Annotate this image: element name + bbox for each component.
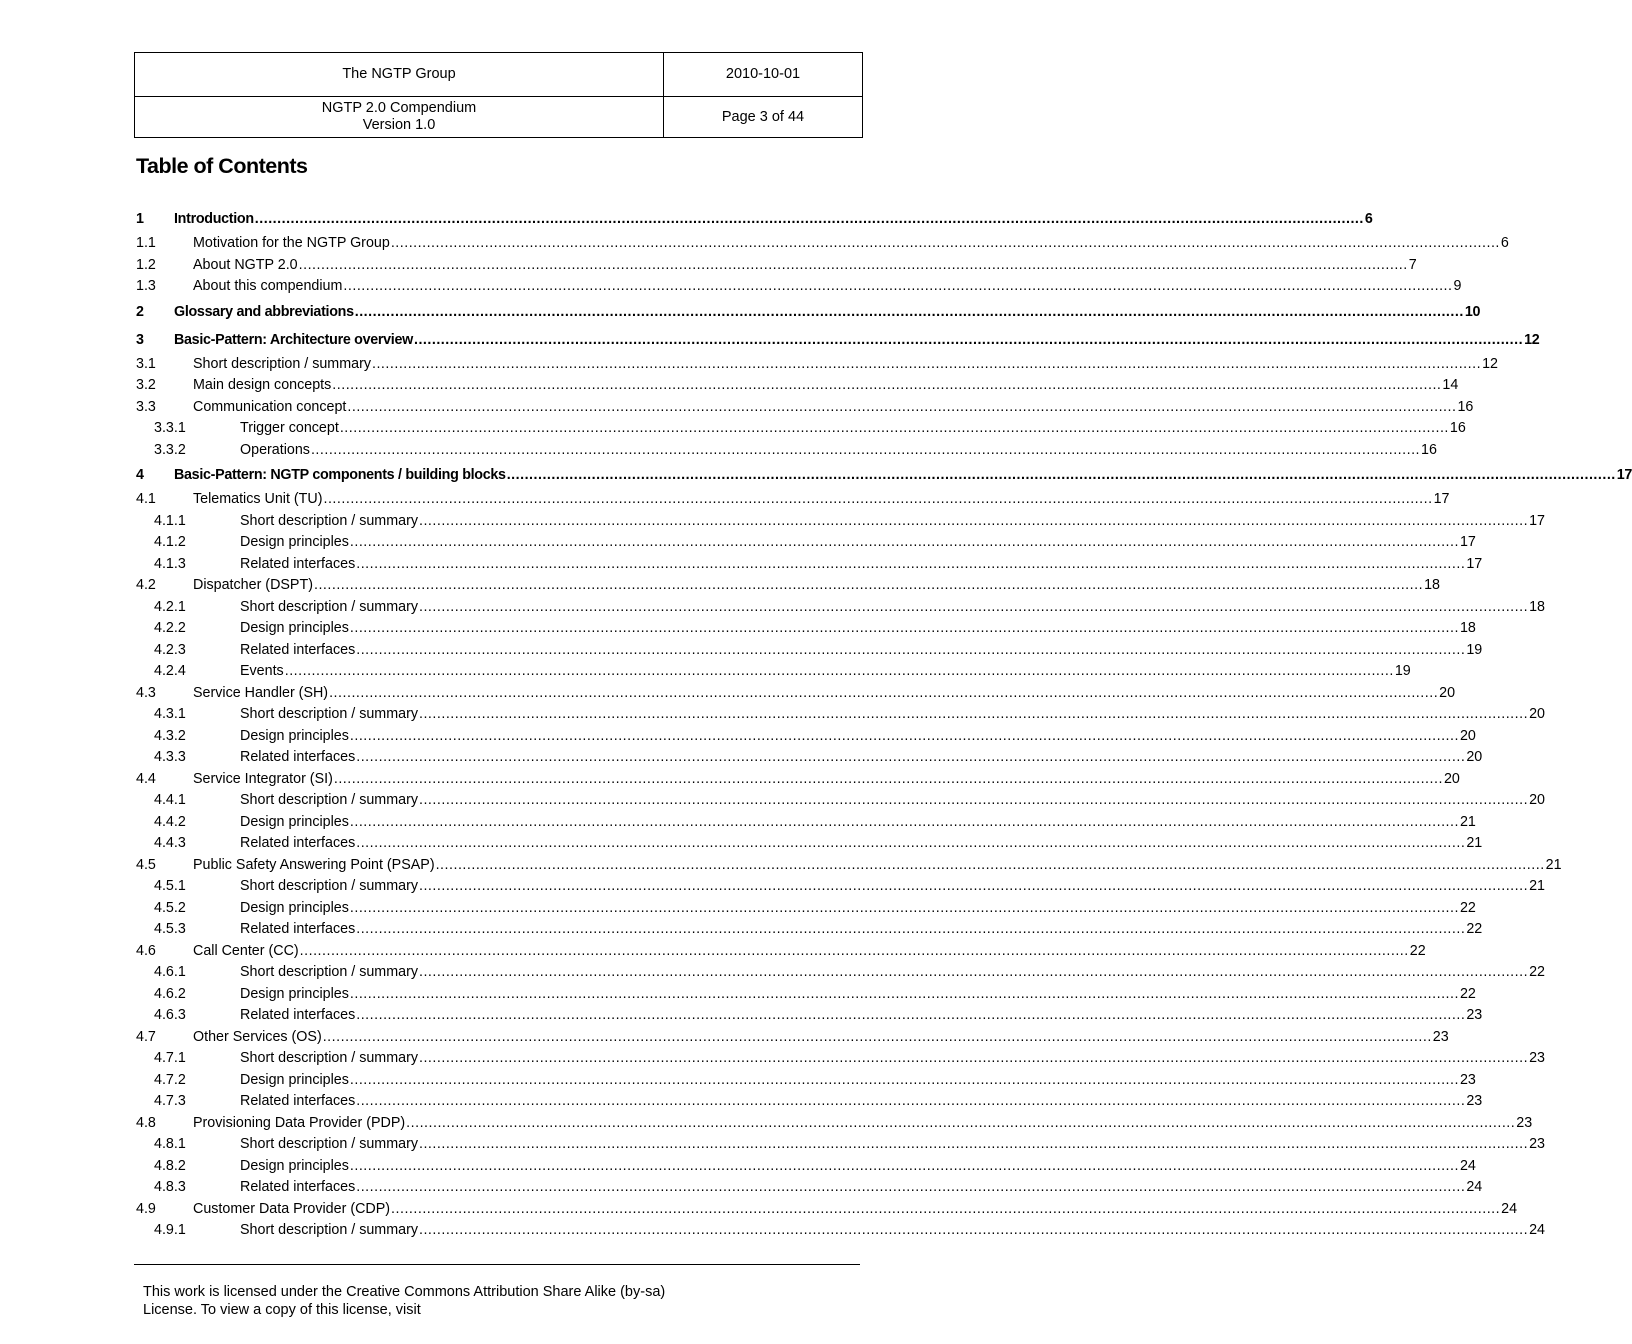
- toc-entry-number: 4.2: [136, 577, 156, 593]
- toc-entry[interactable]: [136, 205, 1373, 233]
- toc-entry-leader: [356, 833, 1465, 855]
- toc-entry-number: 4.6: [136, 942, 156, 959]
- toc-entry-leader: [414, 326, 1523, 354]
- toc-entry-leader: [323, 489, 1432, 511]
- toc-entry-label: Call Center (CC): [193, 942, 299, 959]
- toc-entry-page: 16: [1457, 398, 1474, 415]
- toc-entry-leader: [334, 769, 1443, 791]
- header-doc-version: Version 1.0: [362, 117, 436, 133]
- toc-entry[interactable]: [136, 397, 1474, 419]
- toc-entry-label: Related interfaces: [240, 641, 356, 658]
- toc-entry[interactable]: [136, 489, 1450, 511]
- toc-entry-number: 4.1.1: [154, 512, 186, 529]
- toc-entry-label: Short description / summary: [240, 512, 418, 529]
- toc-entry-number: 4.4.2: [154, 813, 186, 830]
- toc-entry-number: 4.4.3: [154, 835, 186, 851]
- toc-entry-label: Main design concepts: [193, 377, 332, 393]
- toc-entry-number: 3.3: [136, 398, 156, 415]
- toc-entry[interactable]: [136, 440, 1437, 462]
- toc-entry-number: 4.2.1: [154, 598, 186, 615]
- toc-entry[interactable]: [136, 418, 1466, 440]
- toc-entry-leader: [355, 298, 1464, 326]
- toc-entry-label: Related interfaces: [240, 921, 356, 937]
- toc-entry[interactable]: [136, 1027, 1449, 1049]
- toc-entry[interactable]: [136, 1070, 1476, 1092]
- toc-entry-label: Short description / summary: [240, 1222, 418, 1238]
- toc-entry-label: Basic-Pattern: Architecture overview: [174, 331, 413, 348]
- toc-entry-leader: [436, 855, 1545, 877]
- toc-entry-page: 6: [1364, 211, 1373, 227]
- toc-entry-label: Design principles: [240, 727, 349, 744]
- toc-entry-label: Short description / summary: [193, 355, 371, 372]
- toc-entry-page: 21: [1466, 835, 1483, 851]
- toc-entry-number: 4.8.2: [154, 1157, 186, 1174]
- toc-entry-label: Design principles: [240, 1157, 349, 1174]
- toc-entry-number: 3: [136, 331, 144, 348]
- toc-entry-label: Related interfaces: [240, 1007, 356, 1023]
- toc-entry-page: 17: [1466, 555, 1483, 572]
- toc-entry-page: 21: [1459, 813, 1476, 830]
- toc-entry-page: 20: [1529, 706, 1545, 722]
- toc-entry[interactable]: [136, 812, 1476, 834]
- toc-entry-page: 17: [1433, 491, 1450, 507]
- toc-entry-number: 1: [136, 211, 144, 227]
- toc-entry-leader: [356, 1005, 1465, 1027]
- toc-entry-number: 4.5.1: [154, 878, 186, 894]
- toc-entry[interactable]: [136, 1091, 1483, 1113]
- toc-entry[interactable]: [136, 597, 1545, 619]
- toc-entry-page: 22: [1529, 964, 1545, 980]
- toc-entry-label: Service Integrator (SI): [193, 770, 333, 787]
- toc-entry-leader: [356, 747, 1465, 769]
- toc-entry-page: 16: [1449, 420, 1466, 436]
- toc-entry[interactable]: [136, 1220, 1545, 1242]
- toc-entry[interactable]: [136, 704, 1545, 726]
- toc-entry-label: Short description / summary: [240, 878, 418, 894]
- toc-entry-number: 4.4.1: [154, 792, 186, 808]
- toc-entry[interactable]: [136, 833, 1483, 855]
- toc-entry-page: 20: [1443, 770, 1460, 787]
- toc-entry-number: 3.3.2: [154, 441, 186, 458]
- toc-entry-page: 12: [1482, 355, 1498, 372]
- toc-entry-label: Introduction: [174, 211, 254, 227]
- toc-entry[interactable]: [136, 876, 1545, 898]
- toc-entry[interactable]: [136, 1048, 1545, 1070]
- toc-entry[interactable]: [136, 1005, 1483, 1027]
- toc-entry[interactable]: [136, 1177, 1483, 1199]
- toc-entry[interactable]: [136, 855, 1562, 877]
- toc-entry-leader: [419, 597, 1528, 619]
- toc-entry-number: 4.4: [136, 770, 156, 787]
- toc-entry-leader: [350, 812, 1459, 834]
- toc-entry-label: Operations: [240, 441, 310, 458]
- toc-entry-page: 20: [1439, 684, 1456, 701]
- toc-entry-leader: [419, 1134, 1528, 1156]
- toc-entry-leader: [391, 233, 1500, 255]
- toc-entry-page: 20: [1459, 727, 1476, 744]
- toc-entry-label: Public Safety Answering Point (PSAP): [193, 856, 435, 873]
- toc-entry-leader: [314, 575, 1423, 597]
- toc-entry-leader: [299, 255, 1408, 277]
- toc-entry[interactable]: [136, 461, 1632, 489]
- toc-entry-number: 4.6.3: [154, 1007, 186, 1023]
- toc-entry-page: 20: [1466, 749, 1483, 765]
- toc-entry-label: Short description / summary: [240, 1050, 418, 1066]
- toc-entry-label: Service Handler (SH): [193, 684, 329, 701]
- toc-entry-page: 24: [1529, 1222, 1545, 1238]
- toc-entry-number: 4.1.2: [154, 534, 186, 550]
- table-of-contents: [136, 205, 1632, 1242]
- toc-entry-leader: [406, 1113, 1515, 1135]
- header-date: 2010-10-01: [664, 53, 863, 97]
- toc-entry-label: Telematics Unit (TU): [193, 491, 323, 507]
- toc-entry-leader: [356, 919, 1465, 941]
- toc-entry-leader: [356, 1177, 1465, 1199]
- toc-entry-leader: [419, 704, 1528, 726]
- toc-entry-page: 24: [1501, 1200, 1518, 1217]
- toc-entry[interactable]: [136, 747, 1483, 769]
- toc-entry-page: 22: [1459, 985, 1476, 1002]
- toc-entry-page: 24: [1459, 1157, 1476, 1174]
- toc-entry-leader: [311, 440, 1420, 462]
- toc-entry[interactable]: [136, 375, 1459, 397]
- toc-entry-number: 4.3: [136, 684, 156, 701]
- toc-entry-page: 19: [1394, 663, 1411, 679]
- footer-divider: [134, 1264, 860, 1265]
- toc-entry-label: Dispatcher (DSPT): [193, 577, 313, 593]
- toc-entry[interactable]: [136, 661, 1411, 683]
- toc-entry[interactable]: [136, 898, 1476, 920]
- toc-entry-page: 22: [1409, 942, 1426, 959]
- toc-entry[interactable]: [136, 575, 1440, 597]
- toc-entry-label: Short description / summary: [240, 706, 418, 722]
- toc-entry-number: 4.7.1: [154, 1050, 186, 1066]
- toc-entry[interactable]: [136, 298, 1481, 326]
- toc-entry[interactable]: [136, 919, 1483, 941]
- toc-entry-label: Glossary and abbreviations: [174, 303, 354, 320]
- toc-entry-label: Short description / summary: [240, 792, 418, 808]
- toc-entry[interactable]: [136, 1156, 1476, 1178]
- toc-entry-number: 4.5.3: [154, 921, 186, 937]
- toc-entry-number: 3.2: [136, 377, 156, 393]
- toc-entry-number: 2: [136, 303, 144, 320]
- toc-entry-leader: [350, 726, 1459, 748]
- toc-entry-label: Short description / summary: [240, 964, 418, 980]
- toc-entry-leader: [329, 683, 1438, 705]
- toc-entry-label: Related interfaces: [240, 1093, 356, 1109]
- toc-entry-label: Provisioning Data Provider (PDP): [193, 1114, 406, 1131]
- toc-entry-label: Short description / summary: [240, 598, 418, 615]
- toc-entry[interactable]: [136, 276, 1462, 298]
- toc-entry-label: Communication concept: [193, 398, 347, 415]
- toc-entry-page: 18: [1529, 598, 1545, 615]
- toc-entry-page: 17: [1616, 467, 1632, 483]
- toc-entry[interactable]: [136, 354, 1498, 376]
- toc-entry[interactable]: [136, 326, 1540, 354]
- toc-entry-label: Motivation for the NGTP Group: [193, 235, 390, 251]
- toc-entry-leader: [419, 1220, 1528, 1242]
- toc-entry-leader: [340, 418, 1449, 440]
- toc-entry-page: 18: [1424, 577, 1440, 593]
- toc-entry-leader: [356, 640, 1465, 662]
- toc-entry[interactable]: [136, 511, 1545, 533]
- toc-entry-number: 4.9.1: [154, 1222, 186, 1238]
- toc-entry-number: 4.5.2: [154, 899, 186, 916]
- toc-entry[interactable]: [136, 233, 1509, 255]
- toc-entry-number: 4.8: [136, 1114, 156, 1131]
- toc-entry-page: 16: [1421, 441, 1437, 458]
- toc-entry-page: 12: [1524, 331, 1540, 348]
- toc-entry-page: 21: [1529, 878, 1545, 894]
- toc-entry-number: 4.3.1: [154, 706, 186, 722]
- footer-license: [143, 1283, 843, 1318]
- toc-entry-page: 21: [1545, 856, 1562, 873]
- toc-entry-number: 4.6.1: [154, 964, 186, 980]
- toc-entry-number: 4.8.3: [154, 1179, 186, 1195]
- toc-entry-page: 19: [1466, 641, 1483, 658]
- toc-entry[interactable]: [136, 640, 1483, 662]
- toc-entry-leader: [372, 354, 1481, 376]
- toc-entry-page: 10: [1464, 303, 1481, 320]
- toc-entry-label: Other Services (OS): [193, 1028, 322, 1045]
- toc-entry-page: 23: [1529, 1136, 1545, 1152]
- toc-entry-number: 4.7: [136, 1028, 156, 1045]
- toc-entry-number: 4.2.2: [154, 620, 186, 636]
- toc-entry-leader: [285, 661, 1394, 683]
- toc-entry[interactable]: [136, 554, 1483, 576]
- toc-entry[interactable]: [136, 618, 1476, 640]
- header-document: [135, 97, 664, 138]
- toc-entry-number: 4.7.3: [154, 1093, 186, 1109]
- toc-entry[interactable]: [136, 1113, 1533, 1135]
- toc-entry-number: 4.1.3: [154, 555, 186, 572]
- toc-entry-label: Design principles: [240, 1071, 349, 1088]
- header-group: The NGTP Group: [135, 53, 664, 97]
- toc-entry-number: 4.7.2: [154, 1071, 186, 1088]
- toc-entry-label: About this compendium: [193, 278, 343, 294]
- toc-entry[interactable]: [136, 255, 1417, 277]
- toc-entry[interactable]: [136, 1134, 1545, 1156]
- toc-entry-leader: [419, 876, 1528, 898]
- toc-entry-leader: [419, 1048, 1528, 1070]
- toc-entry-page: 6: [1500, 235, 1509, 251]
- footer-license-line-1: This work is licensed under the Creative Commons Attribution Share Alike (by-sa): [143, 1284, 666, 1300]
- toc-entry-number: 4.5: [136, 856, 156, 873]
- toc-entry-label: Design principles: [240, 620, 349, 636]
- toc-entry-number: 1.1: [136, 235, 156, 251]
- toc-entry-label: Events: [240, 663, 284, 679]
- toc-entry-label: About NGTP 2.0: [193, 256, 298, 273]
- toc-entry[interactable]: [136, 1199, 1518, 1221]
- toc-entry-page: 23: [1432, 1028, 1449, 1045]
- toc-entry-number: 3.3.1: [154, 420, 186, 436]
- toc-entry-label: Short description / summary: [240, 1136, 418, 1152]
- toc-entry-page: 23: [1529, 1050, 1545, 1066]
- toc-entry-number: 3.1: [136, 355, 156, 372]
- toc-entry-number: 1.3: [136, 278, 156, 294]
- toc-entry[interactable]: [136, 726, 1476, 748]
- toc-entry-page: 22: [1466, 921, 1483, 937]
- toc-entry-leader: [323, 1027, 1432, 1049]
- toc-entry-leader: [391, 1199, 1500, 1221]
- toc-entry-number: 4.1: [136, 491, 156, 507]
- toc-entry-label: Related interfaces: [240, 555, 356, 572]
- toc-entry-leader: [255, 205, 1364, 233]
- toc-entry-leader: [356, 554, 1465, 576]
- toc-entry-page: 14: [1442, 377, 1459, 393]
- toc-entry-page: 22: [1459, 899, 1476, 916]
- toc-entry-leader: [419, 511, 1528, 533]
- toc-entry-label: Design principles: [240, 985, 349, 1002]
- toc-entry-page: 23: [1459, 1071, 1476, 1088]
- toc-entry-label: Customer Data Provider (CDP): [193, 1200, 391, 1217]
- toc-entry-page: 17: [1529, 512, 1545, 529]
- toc-entry[interactable]: [136, 941, 1426, 963]
- toc-entry-page: 18: [1459, 620, 1476, 636]
- toc-entry-leader: [419, 790, 1528, 812]
- toc-entry-leader: [350, 532, 1459, 554]
- toc-entry-page: 9: [1453, 278, 1462, 294]
- toc-entry-label: Related interfaces: [240, 835, 356, 851]
- toc-entry-page: 23: [1516, 1114, 1533, 1131]
- toc-entry-number: 4.9: [136, 1200, 156, 1217]
- toc-entry-number: 1.2: [136, 256, 156, 273]
- toc-entry-leader: [300, 941, 1409, 963]
- toc-title: Table of Contents: [136, 154, 308, 178]
- toc-entry-leader: [332, 375, 1441, 397]
- toc-entry-page: 7: [1408, 256, 1417, 273]
- toc-entry-label: Trigger concept: [240, 420, 339, 436]
- toc-entry-number: 4.3.3: [154, 749, 186, 765]
- toc-entry-label: Related interfaces: [240, 749, 356, 765]
- toc-entry-leader: [343, 276, 1452, 298]
- toc-entry-leader: [419, 962, 1528, 984]
- toc-entry-leader: [350, 898, 1459, 920]
- toc-entry-number: 4.2.3: [154, 641, 186, 658]
- header-doc-title: NGTP 2.0 Compendium: [321, 100, 477, 116]
- toc-entry-page: 20: [1529, 792, 1545, 808]
- toc-entry-number: 4: [136, 467, 144, 483]
- toc-entry[interactable]: [136, 683, 1456, 705]
- toc-entry-label: Design principles: [240, 899, 349, 916]
- footer-license-line-2: License. To view a copy of this license, visit: [143, 1302, 421, 1318]
- toc-entry-page: 23: [1466, 1007, 1483, 1023]
- toc-entry-label: Basic-Pattern: NGTP components / building blocks: [174, 467, 506, 483]
- toc-entry-leader: [350, 618, 1459, 640]
- toc-entry-leader: [507, 461, 1616, 489]
- toc-entry-leader: [347, 397, 1456, 419]
- toc-entry-number: 4.2.4: [154, 663, 186, 679]
- toc-entry[interactable]: [136, 984, 1476, 1006]
- toc-entry-number: 4.6.2: [154, 985, 186, 1002]
- toc-entry-label: Related interfaces: [240, 1179, 356, 1195]
- toc-entry-page: 24: [1466, 1179, 1483, 1195]
- toc-entry-leader: [350, 1156, 1459, 1178]
- toc-entry-leader: [350, 984, 1459, 1006]
- toc-entry-leader: [350, 1070, 1459, 1092]
- toc-entry[interactable]: [136, 962, 1545, 984]
- toc-entry[interactable]: [136, 532, 1476, 554]
- document-header: [134, 52, 863, 138]
- toc-entry[interactable]: [136, 769, 1460, 791]
- toc-entry-label: Design principles: [240, 813, 349, 830]
- toc-entry-number: 4.3.2: [154, 727, 186, 744]
- toc-entry-page: 23: [1466, 1093, 1483, 1109]
- toc-entry-number: 4.8.1: [154, 1136, 186, 1152]
- toc-entry-page: 17: [1459, 534, 1476, 550]
- toc-entry[interactable]: [136, 790, 1545, 812]
- header-page-number: Page 3 of 44: [664, 97, 863, 138]
- toc-entry-label: Design principles: [240, 534, 349, 550]
- toc-entry-leader: [356, 1091, 1465, 1113]
